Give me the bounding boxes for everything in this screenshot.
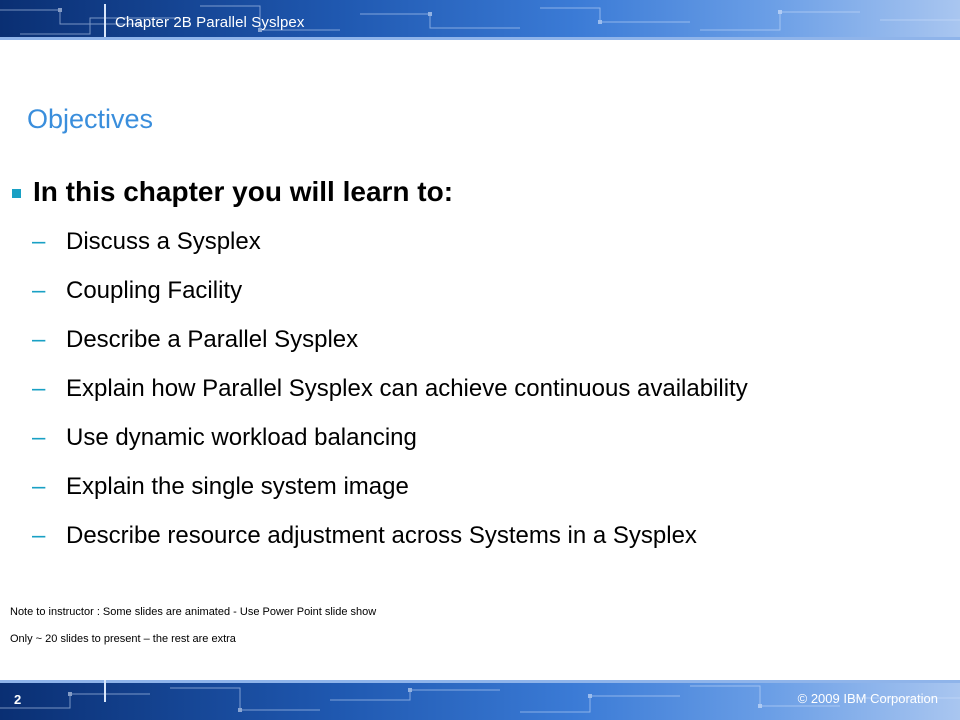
list-item xyxy=(32,228,748,277)
list-item-text: Use dynamic workload balancing xyxy=(66,424,417,451)
list-item-text: Discuss a Sysplex xyxy=(66,228,261,255)
page-number: 2 xyxy=(14,692,22,707)
dash-marker: – xyxy=(32,522,46,549)
header-band xyxy=(0,0,960,40)
dash-marker: – xyxy=(32,375,46,402)
header-divider xyxy=(104,4,106,40)
list-item xyxy=(32,424,748,473)
instructor-note: Note to instructor : Some slides are animated - Use Power Point slide show xyxy=(10,606,377,618)
list-item-text: Describe a Parallel Sysplex xyxy=(66,326,359,353)
copyright-text: © 2009 IBM Corporation xyxy=(797,691,938,706)
dash-marker: – xyxy=(32,277,46,304)
list-item xyxy=(32,326,748,375)
list-item-text: Coupling Facility xyxy=(66,277,243,304)
footer-band xyxy=(0,680,960,720)
header-bottom-line xyxy=(0,37,960,40)
list-item-text: Explain how Parallel Sysplex can achieve continuous availability xyxy=(66,375,748,402)
list-item-text: Describe resource adjustment across Systems in a Sysplex xyxy=(66,522,697,549)
list-item xyxy=(32,375,748,424)
square-bullet-icon xyxy=(12,189,21,198)
dash-marker: – xyxy=(32,228,46,255)
footer-divider xyxy=(104,680,106,702)
dash-marker: – xyxy=(32,326,46,353)
footer-top-line xyxy=(0,680,960,683)
main-bullet-text: In this chapter you will learn to: xyxy=(33,176,454,207)
slides-count-note: Only ~ 20 slides to present – the rest are extra xyxy=(10,633,236,645)
chapter-title: Chapter 2B Parallel Syslpex xyxy=(115,14,305,31)
main-bullet xyxy=(12,176,453,208)
list-item-text: Explain the single system image xyxy=(66,473,409,500)
list-item xyxy=(32,277,748,326)
dash-marker: – xyxy=(32,473,46,500)
dash-marker: – xyxy=(32,424,46,451)
objectives-list xyxy=(32,228,748,571)
list-item xyxy=(32,473,748,522)
slide-title: Objectives xyxy=(27,104,154,134)
list-item xyxy=(32,522,748,571)
